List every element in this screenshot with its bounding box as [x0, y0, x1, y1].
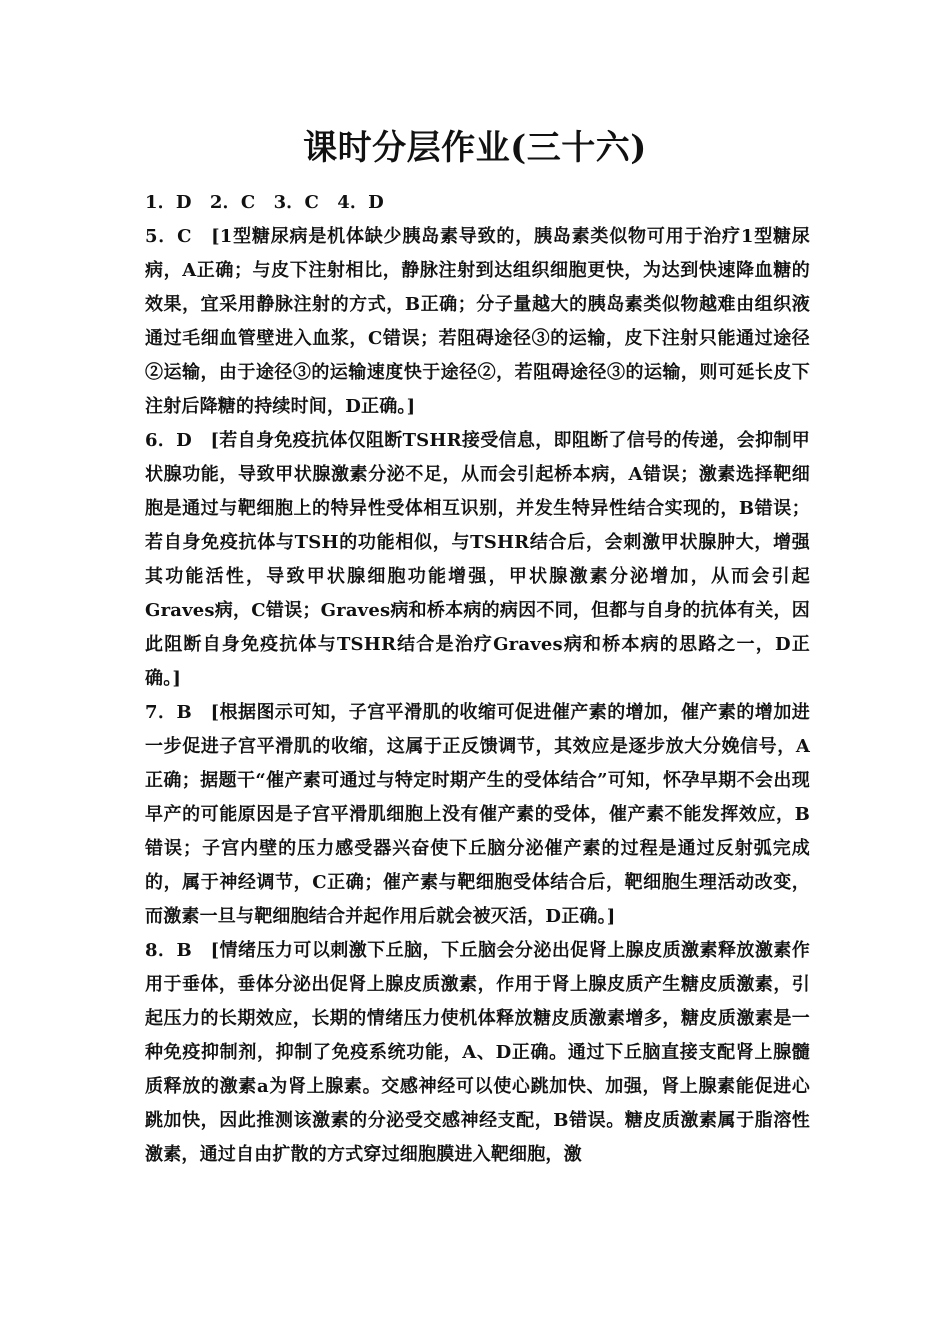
- short-answers-line: 1．D 2．C 3．C 4．D: [145, 192, 384, 213]
- page-title: 课时分层作业(三十六): [303, 128, 647, 168]
- answer-paragraph-8: 8．B [情绪压力可以刺激下丘脑，下丘脑会分泌出促肾上腺皮质激素释放激素作用于垂体，垂体分泌出促肾上腺皮质激素，作用于肾上腺皮质产生糖皮质激素，引起压力的长期效应，长期的情绪压力使机体释放糖皮质激素增多，糖皮质激素是一种免疫抑制剂，抑制了免疫系统功能，A、D正确。通过下丘脑直接支配肾上腺髓质释放的激素a为肾上腺素。交感神经可以使心跳加快、加强，肾上腺素能促进心跳加快，因此推测该激素的分泌受交感神经支配，B错误。糖皮质激素属于脂溶性激素，通过自由扩散的方式穿过细胞膜进入靶细胞，激: [145, 940, 810, 1165]
- answer-paragraph-6: 6．D [若自身免疫抗体仅阻断TSHR接受信息，即阻断了信号的传递，会抑制甲状腺功能，导致甲状腺激素分泌不足，从而会引起桥本病，A错误；激素选择靶细胞是通过与靶细胞上的特异性受体相互识别，并发生特异性结合实现的，B错误；若自身免疫抗体与TSH的功能相似，与TSHR结合后，会刺激甲状腺肿大，增强其功能活性，导致甲状腺细胞功能增强，甲状腺激素分泌增加，从而会引起Graves病，C错误；Graves病和桥本病的病因不同，但都与自身的抗体有关，因此阻断自身免疫抗体与TSHR结合是治疗Graves病和桥本病的思路之一，D正确。]: [145, 430, 810, 689]
- answer-paragraph-7: 7．B [根据图示可知，子宫平滑肌的收缩可促进催产素的增加，催产素的增加进一步促进子宫平滑肌的收缩，这属于正反馈调节，其效应是逐步放大分娩信号，A正确；据题干“催产素可通过与特定时期产生的受体结合”可知，怀孕早期不会出现早产的可能原因是子宫平滑肌细胞上没有催产素的受体，催产素不能发挥效应，B错误；子宫内壁的压力感受器兴奋使下丘脑分泌催产素的过程是通过反射弧完成的，属于神经调节，C正确；催产素与靶细胞受体结合后，靶细胞生理活动改变，而激素一旦与靶细胞结合并起作用后就会被灭活，D正确。]: [145, 702, 810, 927]
- answer-paragraph-5: 5．C [1型糖尿病是机体缺少胰岛素导致的，胰岛素类似物可用于治疗1型糖尿病，A正确；与皮下注射相比，静脉注射到达组织细胞更快，为达到快速降血糖的效果，宜采用静脉注射的方式，B正确；分子量越大的胰岛素类似物越难由组织液通过毛细血管壁进入血浆，C错误；若阻碍途径③的运输，皮下注射只能通过途径②运输，由于途径③的运输速度快于途径②，若阻碍途径③的运输，则可延长皮下注射后降糖的持续时间，D正确。]: [145, 226, 810, 417]
- answer-content: [145, 186, 810, 1172]
